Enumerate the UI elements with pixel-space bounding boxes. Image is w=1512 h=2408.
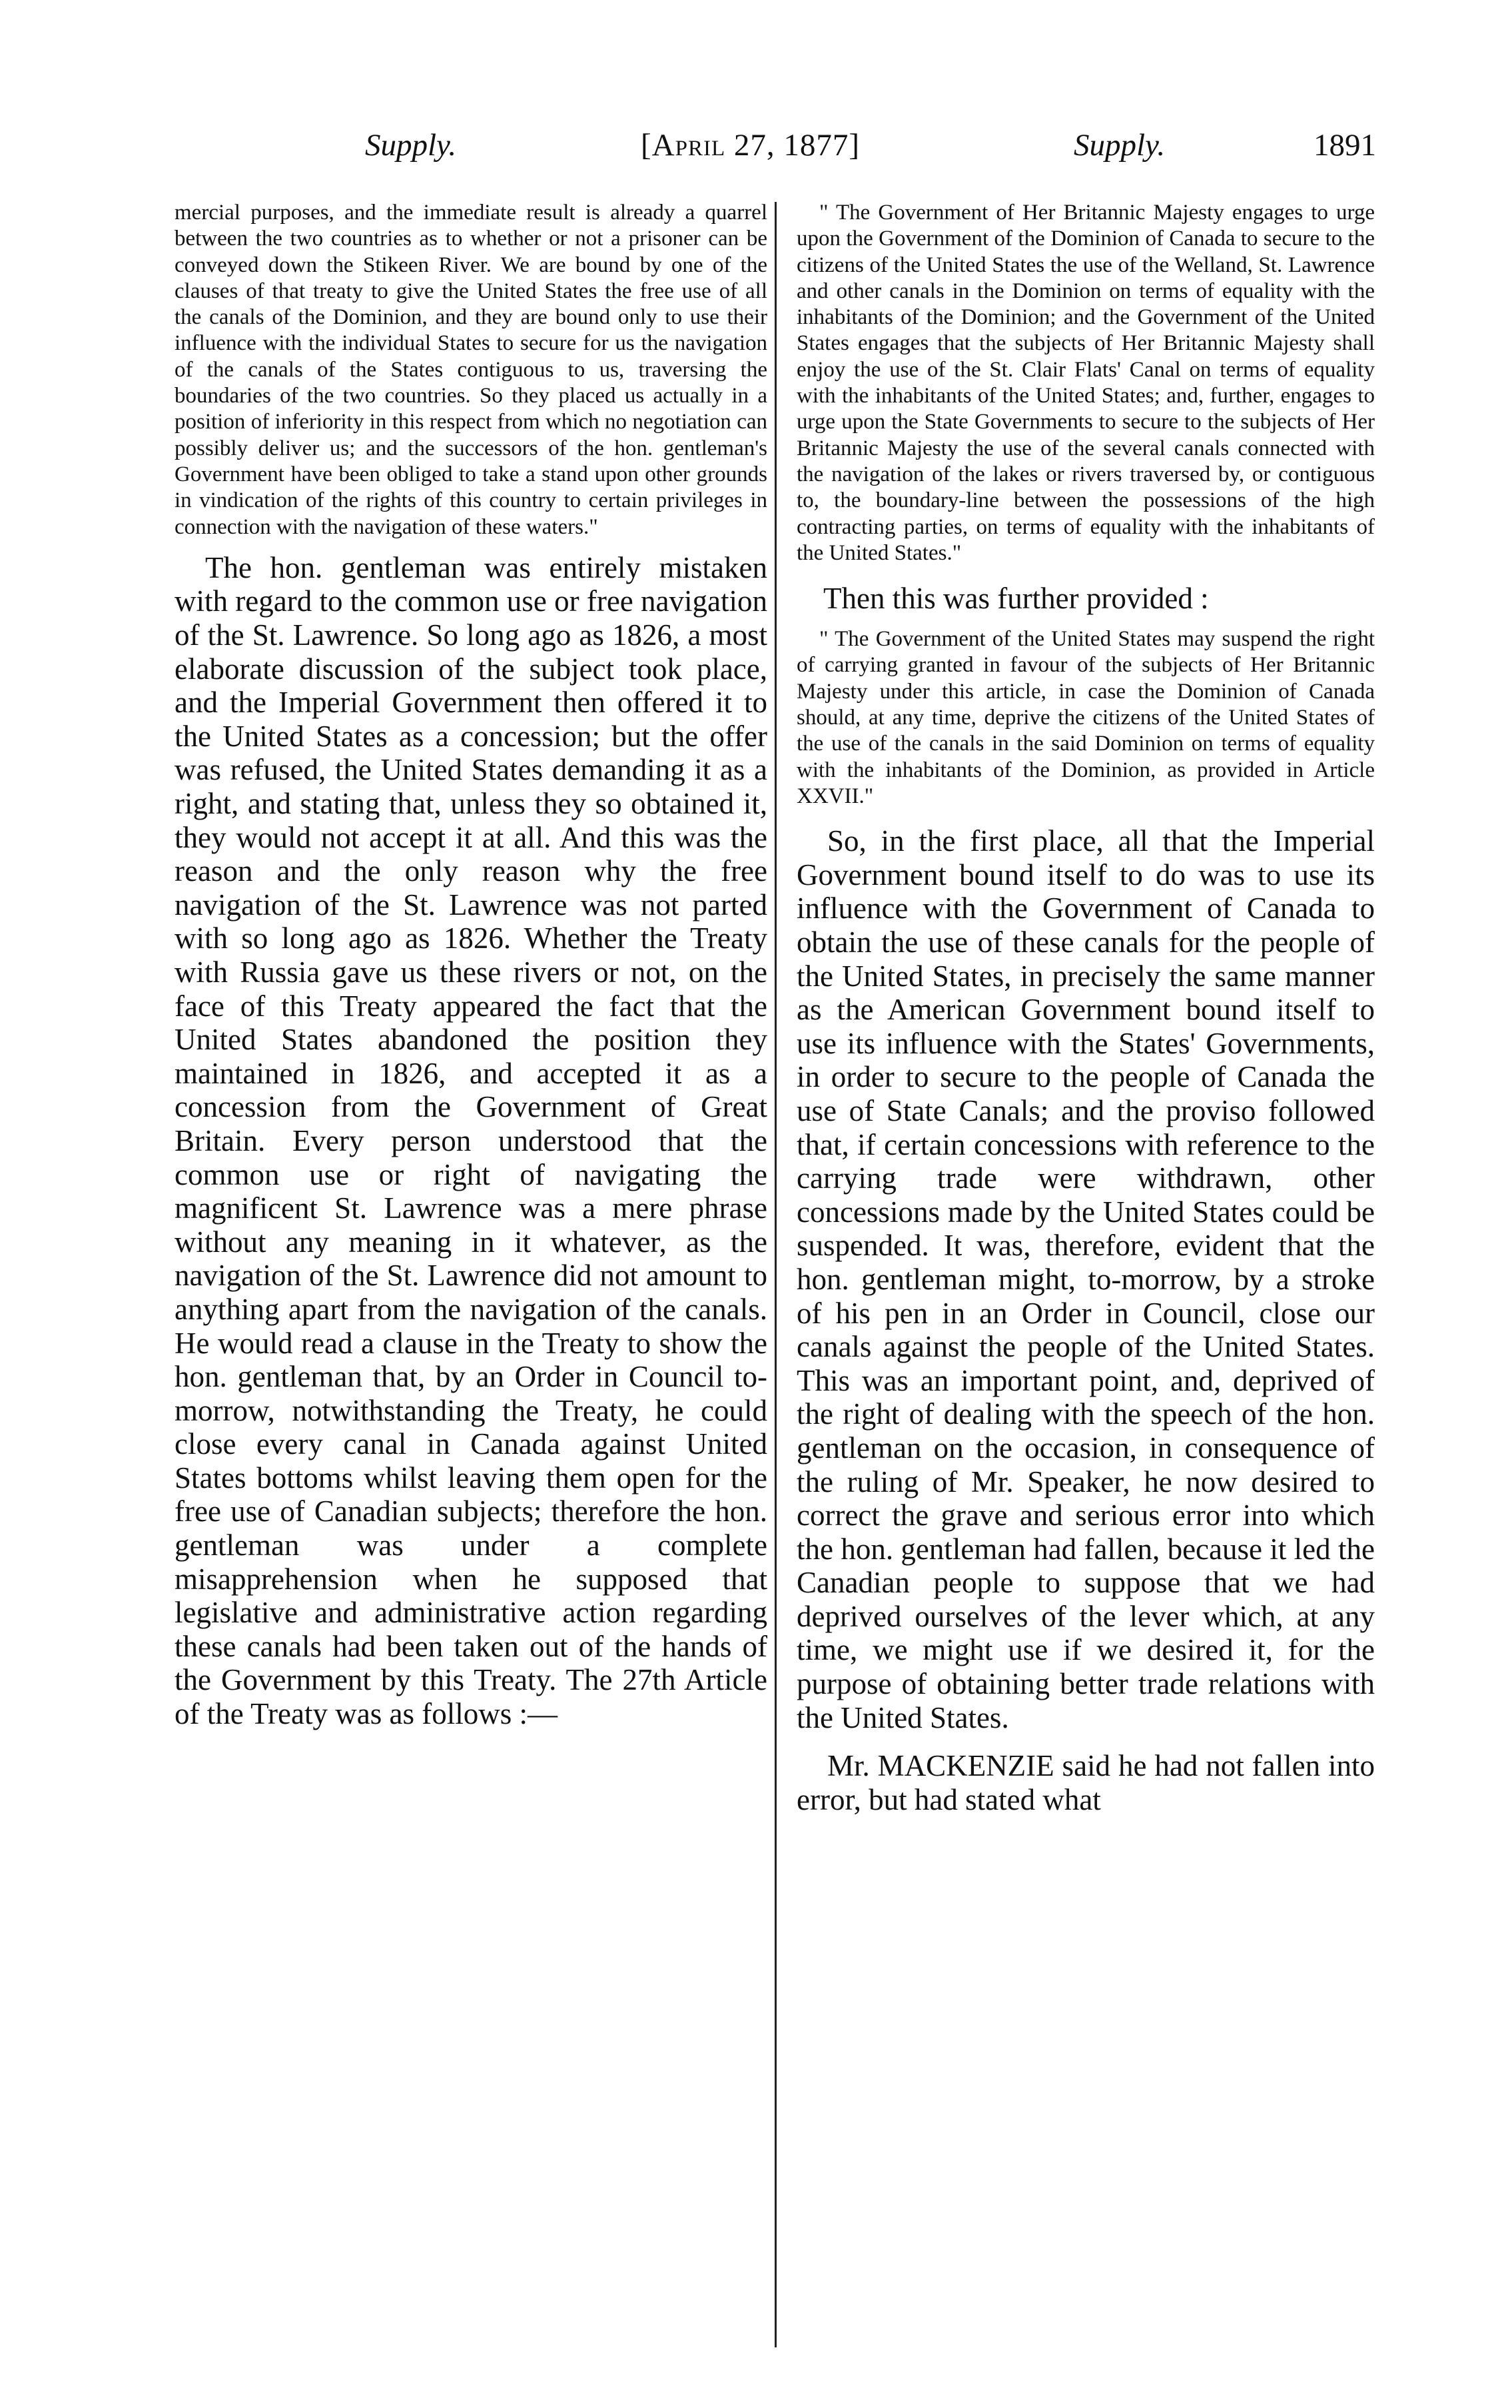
body-paragraph-mackenzie: Mr. MACKENZIE said he had not fallen into error, but had stated what	[797, 1749, 1375, 1816]
running-head-left: Supply.	[365, 128, 457, 163]
treaty-quote-suspension: " The Government of the United States may suspend the right of carrying granted in favour of the subjects of Her Britannic Majesty under this article, in case the Dominion of Canada should, at any time, deprive the citizens of the United States of the use of the canals in the said Dominion on terms of equality with the inhabitants of the Dominion, as provided in Article XXVII."	[797, 627, 1375, 808]
right-column	[797, 200, 1375, 1816]
body-paragraph: So, in the first place, all that the Imperial Government bound itself to do was to use its influence with the Government of Canada to obtain the use of these canals for the people of the United States, in precisely the same manner as the American Government bound itself to use its influence with the States' Governments, in order to secure to the people of Canada the use of State Canals; and the proviso followed that, if certain concessions with reference to the carrying trade were withdrawn, other concessions made by the United States could be suspended. It was, therefore, evident that the hon. gentleman might, to-morrow, by a stroke of his pen in an Order in Council, close our canals against the people of the United States. This was an important point, and, deprived of the right of dealing with the speech of the hon. gentleman on the occasion, in consequence of the ruling of Mr. Speaker, he now desired to correct the grave and serious error into which the hon. gentleman had fallen, because it led the Canadian people to suppose that we had deprived ourselves of the lever which, at any time, we might use if we desired it, for the purpose of obtaining better trade relations with the United States.	[797, 824, 1375, 1734]
left-column	[175, 200, 767, 1731]
body-paragraph: The hon. gentleman was entirely mistaken with regard to the common use or free navigation of the St. Lawrence. So long ago as 1826, a most elaborate discussion of the subject took place, and the Imperial Government then offered it to the United States as a concession; but the offer was refused, the United States demanding it as a right, and stating that, unless they so obtained it, they would not accept it at all. And this was the reason and the only reason why the free navigation of the St. Lawrence was not parted with so long ago as 1826. Whether the Treaty with Russia gave us these rivers or not, on the face of this Treaty appeared the fact that the United States abandoned the position they maintained in 1826, and accepted it as a concession from the Government of Great Britain. Every person understood that the common use or right of navigating the magnificent St. Lawrence was a mere phrase without any meaning in it whatever, as the navigation of the St. Lawrence did not amount to anything apart from the navigation of the canals. He would read a clause in the Treaty to show the hon. gentleman that, by an Order in Council to-morrow, notwithstanding the Treaty, he could close every canal in Canada against United States bottoms whilst leaving them open for the free use of Canadian subjects; therefore the hon. gentleman was under a complete misapprehension when he supposed that legislative and administrative action regarding these canals had been taken out of the hands of the Government by this Treaty. The 27th Article of the Treaty was as follows :—	[175, 550, 767, 1731]
column-divider	[775, 202, 777, 2347]
page-number: 1891	[1314, 128, 1376, 163]
section-line: Then this was further provided :	[823, 582, 1209, 616]
running-head-date: [April 27, 1877]	[641, 128, 861, 163]
treaty-quote-article-27: " The Government of Her Britannic Majesty engages to urge upon the Government of the Dominion of Canada to secure to the citizens of the United States the use of the Welland, St. Lawrence and other canals in the Dominion on terms of equality with the inhabitants of the Dominion; and the Government of the United States engages that the subjects of Her Britannic Majesty shall enjoy the use of the St. Clair Flats' Canal on terms of equality with the inhabitants of the United States; and, further, engages to urge upon the State Governments to secure to the subjects of Her Britannic Majesty the use of the several canals connected with the navigation of the lakes or rivers traversed by, or contiguous to, the boundary-line between the possessions of the high contracting parties, on terms of equality with the inhabitants of the United States."	[797, 201, 1375, 565]
quote-continuation: mercial purposes, and the immediate result is already a quarrel between the two countries as to whether or not a prisoner can be conveyed down the Stikeen River. We are bound by one of the clauses of that treaty to give the United States the free use of all the canals of the Dominion, and they are bound only to use their influence with the individual States to secure for us the navigation of the canals of the States contiguous to us, traversing the boundaries of the two countries. So they placed us actually in a position of inferiority in this respect from which no negotiation can possibly deliver us; and the successors of the hon. gentleman's Government have been obliged to take a stand upon other grounds in vindication of the rights of this country to certain privileges in connection with the navigation of these waters."	[175, 201, 767, 539]
running-head-right: Supply.	[1074, 128, 1166, 163]
